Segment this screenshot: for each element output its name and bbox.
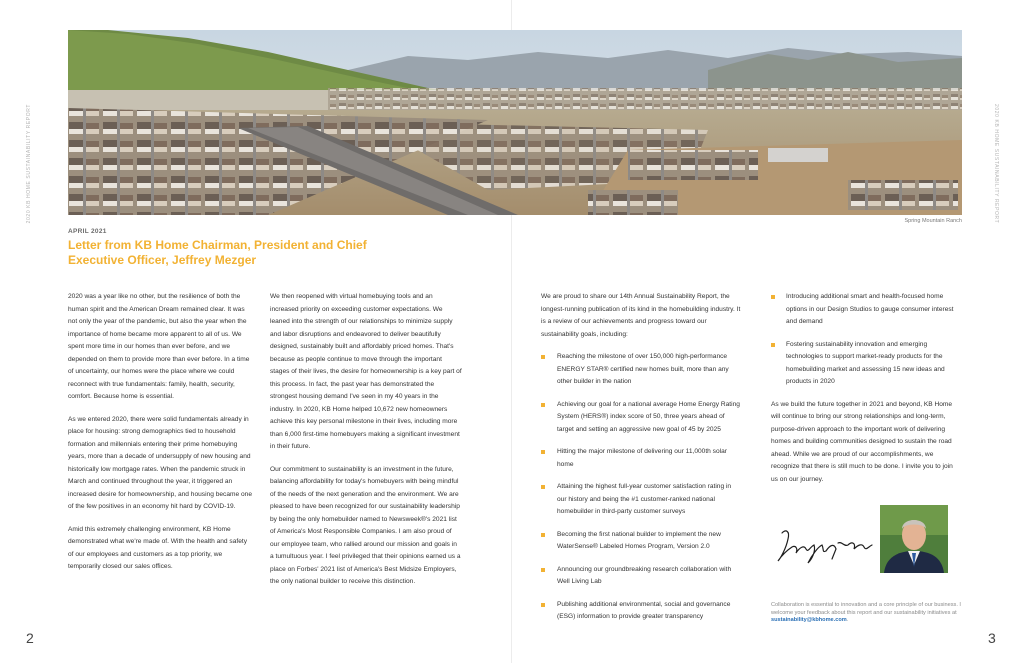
paragraph: As we build the future together in 2021 and beyond, KB Home will continue to bring our strong relationships and long-term, purpose-driven approach to the important work of delivering homes and building communities designed to sustain the road ahead. While we are proud of our accomplishments, we recognize that there is still much to be done. I invite you to join us on our journey. xyxy=(771,400,953,483)
list-item xyxy=(541,564,741,589)
list-item xyxy=(541,481,741,519)
list-item xyxy=(771,339,957,389)
paragraph: We are proud to share our 14th Annual Sustainability Report, the longest-running publication of its kind in the homebuilding industry. It is a review of our achievements and progress toward our sustainability goals, including: xyxy=(541,293,741,338)
letter-column-2 xyxy=(270,291,462,599)
achievements-list-continued xyxy=(771,291,957,389)
page-number-left: 2 xyxy=(26,630,34,646)
bullet-square-icon xyxy=(541,450,545,454)
bullet-square-icon xyxy=(541,533,545,537)
achievements-list xyxy=(541,351,741,624)
bullet-square-icon xyxy=(541,403,545,407)
letter-column-3 xyxy=(541,291,741,634)
paragraph: As we entered 2020, there were solid fundamentals already in place for housing: strong demographics tied to household formation and millennials entering their prime homebuying years, more than a decade of undersupply of new housing and historically low mortgage rates. When the pandemic struck in March and continued throughout the year, it triggered an increased desire for homeownership, and housing became one of the few positives in an economy hit hard by COVID-19. xyxy=(68,415,253,510)
list-item-text: Publishing additional environmental, social and governance (ESG) information to provide greater transparency xyxy=(557,600,731,620)
letter-title: Letter from KB Home Chairman, President and Chief Executive Officer, Jeffrey Mezger xyxy=(68,238,367,267)
paragraph: Amid this extremely challenging environment, KB Home demonstrated what we're made of. With the health and safety of our employees and customers as a top priority, we temporarily closed our sales offices. xyxy=(68,525,248,570)
list-item-text: Becoming the first national builder to implement the new WaterSense® Labeled Homes Program, Version 2.0 xyxy=(557,530,721,550)
feedback-email-link[interactable]: sustainability@kbhome.com xyxy=(771,617,847,623)
list-item-text: Achieving our goal for a national average Home Energy Rating System (HERS®) index score of 50, three years ahead of target and setting an aggressive new goal of 45 by 2025 xyxy=(557,400,740,433)
feedback-note-text: Collaboration is essential to innovation and a core principle of our business. I welcome your feedback about this report and our sustainability initiatives at xyxy=(771,602,961,616)
paragraph: 2020 was a year like no other, but the resilience of both the human spirit and the American Dream remained clear. It was not only the year of the pandemic, but also the year when the importance of home became more apparent to all of us. We spent more time in our homes than ever before, and we depended on them to provide more than ever before. In a time of uncertainty, our homes were the place where we could reconnect with true fundamentals: family, health, security, comfort. Because home is essential. xyxy=(68,293,250,400)
list-item xyxy=(541,351,741,389)
list-item xyxy=(541,529,741,554)
bullet-square-icon xyxy=(541,485,545,489)
bullet-square-icon xyxy=(541,603,545,607)
ceo-signature xyxy=(776,525,876,569)
left-running-head: 2020 KB HOME SUSTAINABILITY REPORT xyxy=(26,104,32,224)
page-number-right: 3 xyxy=(988,630,996,646)
paragraph: We then reopened with virtual homebuying tools and an increased priority on exceeding customer expectations. We leaned into the strength of our relationships to minimize supply and labor disruptions and endeavored to deliver beautifully designed, sustainably built and affordably priced homes. That's because as people continue to move through the important stages of their lives, the desire for homeownership is a key part of this process. In fact, the past year has demonstrated the strongest housing demand I've seen in my 40 years in the industry. In 2020, KB Home helped 10,672 new homeowners achieve this key personal milestone in their lives, including more than 6,000 first-time homebuyers making a significant investment in their future. xyxy=(270,293,462,450)
list-item-text: Announcing our groundbreaking research collaboration with Well Living Lab xyxy=(557,565,732,585)
list-item-text: Reaching the milestone of over 150,000 high-performance ENERGY STAR® certified new homes built, more than any other builder in the nation xyxy=(557,353,729,385)
list-item xyxy=(541,446,741,471)
list-item-text: Introducing additional smart and health-focused home options in our Design Studios to gauge consumer interest and demand xyxy=(786,293,954,325)
photo-caption: Spring Mountain Ranch xyxy=(904,218,962,224)
list-item-text: Attaining the highest full-year customer satisfaction rating in our history and being the #1 customer-ranked national homebuilder in third-party customer surveys xyxy=(557,483,732,515)
paragraph: Our commitment to sustainability is an investment in the future, balancing affordability for today's homebuyers with being mindful of the needs of the next generation and the environment. We are pleased to have been recognized for our sustainability leadership by being the only homebuilder named to Newsweek®'s 2021 list of America's Most Responsible Companies. I am also proud of our employee team, who rallied around our mission and goals in a tumultuous year. I feel privileged that their opinions earned us a place on Forbes' 2021 list of America's Best Midsize Employers, the only national builder to receive this distinction. xyxy=(270,465,461,585)
list-item xyxy=(541,399,741,437)
letter-date: APRIL 2021 xyxy=(68,228,107,235)
hero-photo-housing-development xyxy=(68,30,962,215)
list-item-text: Fostering sustainability innovation and emerging technologies to support market-ready products for the homebuilding market and assessing 15 new ideas and products in 2020 xyxy=(786,340,945,385)
right-running-head: 2020 KB HOME SUSTAINABILITY REPORT xyxy=(993,104,999,224)
feedback-note-end: . xyxy=(846,617,849,623)
feedback-note xyxy=(771,602,961,625)
ceo-portrait-photo xyxy=(880,505,948,573)
bullet-square-icon xyxy=(771,343,775,347)
bullet-square-icon xyxy=(541,568,545,572)
letter-column-1 xyxy=(68,291,254,584)
list-item-text: Hitting the major milestone of delivering our 11,000th solar home xyxy=(557,448,727,468)
bullet-square-icon xyxy=(771,295,775,299)
list-item xyxy=(771,291,957,329)
bullet-square-icon xyxy=(541,355,545,359)
letter-column-4 xyxy=(771,291,957,496)
list-item xyxy=(541,599,741,624)
